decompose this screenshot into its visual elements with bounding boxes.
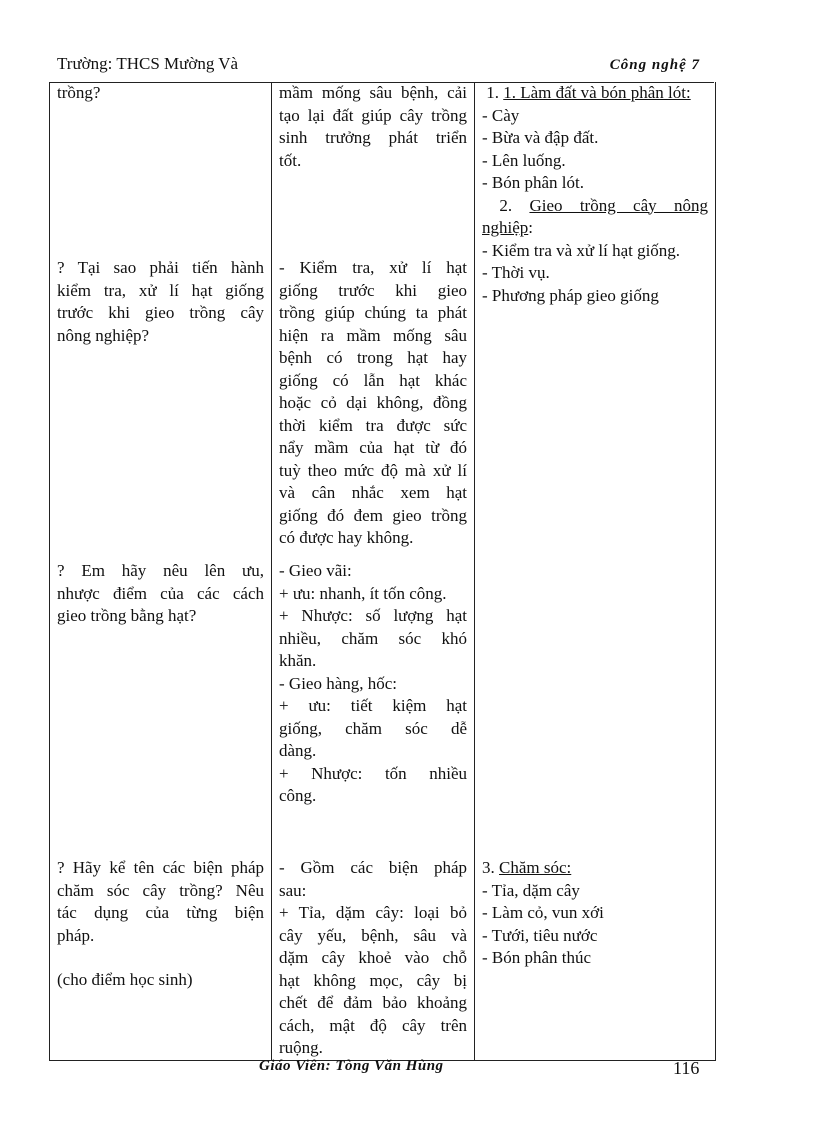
- answer-line: ruộng.: [279, 1038, 323, 1057]
- answer-line: có được hay không.: [279, 528, 414, 547]
- answer-line: giống trước khi gieo: [279, 280, 467, 300]
- table-row: [50, 82, 716, 257]
- section-heading-text: 1. Làm đất và bón phân lót:: [503, 83, 691, 102]
- note-item: - Lên luống.: [482, 150, 566, 170]
- answer-line: và cân nhắc xem hạt: [279, 483, 467, 502]
- question-line: pháp.: [57, 925, 95, 945]
- answer-line: hạt không mọc, cây bị: [279, 970, 467, 990]
- question-cell: [50, 257, 272, 560]
- answer-line: giống, chăm sóc dễ: [279, 718, 467, 738]
- answer-line: khăn.: [279, 651, 317, 670]
- subject-title: Công nghệ 7: [609, 57, 700, 73]
- answer-line: mầm mống sâu bệnh, cải: [279, 83, 467, 102]
- answer-line: hiện ra mầm mống sâu: [279, 325, 467, 345]
- answer-cell: [272, 560, 475, 833]
- section-heading-cont: nghiệp:: [482, 218, 534, 237]
- note-item: - Cày: [482, 105, 520, 125]
- answer-line: nẩy mầm của hạt từ đó: [279, 438, 467, 457]
- answer-line: trồng giúp chúng ta phát: [279, 303, 467, 322]
- answer-line: chết để đảm bảo khoảng: [279, 993, 467, 1012]
- note-item: - Thời vụ.: [482, 263, 550, 282]
- answer-line: tạo lại đất giúp cây trồng: [279, 105, 467, 125]
- question-line: ? Em hãy nêu lên ưu,: [57, 561, 264, 580]
- answer-line: giống đó đem gieo trồng: [279, 505, 467, 525]
- answer-line: nhiều, chăm sóc khó: [279, 628, 467, 648]
- table-row: [50, 833, 716, 1060]
- answer-line: + Nhược: tốn nhiều: [279, 763, 467, 783]
- answer-line: giống có lẫn hạt khác: [279, 370, 467, 390]
- note-item: - Bón phân thúc: [482, 948, 592, 967]
- answer-line: - Kiểm tra, xử lí hạt: [279, 258, 467, 277]
- section-heading: 2. Gieo trồng cây nông: [499, 195, 708, 215]
- answer-cell: [272, 82, 475, 257]
- answer-line: cây yếu, bệnh, sâu và: [279, 925, 467, 945]
- lesson-table: [49, 82, 716, 1061]
- notes-cell: [475, 833, 716, 1060]
- answer-line: - Gieo vãi:: [279, 561, 352, 580]
- note-item: - Bừa và đập đất.: [482, 128, 599, 147]
- note-item: - Phương pháp gieo giống: [482, 285, 659, 305]
- question-line: ? Tại sao phải tiến hành: [57, 258, 264, 277]
- question-line: trước khi gieo trồng cây: [57, 303, 264, 322]
- page-number: 116: [673, 1058, 700, 1078]
- question-cell: [50, 82, 272, 257]
- answer-line: + Tỉa, dặm cây: loại bỏ: [279, 903, 467, 922]
- answer-cell: [272, 257, 475, 560]
- answer-line: hoặc cỏ dại không, đồng: [279, 393, 467, 412]
- answer-cell: [272, 833, 475, 1060]
- note-item: - Tỉa, dặm cây: [482, 880, 580, 900]
- answer-line: dàng.: [279, 741, 317, 760]
- note-item: - Tưới, tiêu nước: [482, 925, 598, 945]
- answer-line: sinh trưởng phát triển: [279, 128, 467, 147]
- section-heading-text: Gieo trồng cây nông: [529, 195, 708, 215]
- question-cell: [50, 560, 272, 833]
- answer-line: - Gồm các biện pháp: [279, 858, 467, 877]
- question-line: gieo trồng bằng hạt?: [57, 606, 197, 625]
- answer-line: sau:: [279, 880, 307, 900]
- answer-line: thời kiểm tra được sức: [279, 415, 467, 435]
- section-heading: 3. Chăm sóc:: [482, 858, 572, 877]
- question-line: ? Hãy kể tên các biện pháp: [57, 858, 264, 877]
- note-item: - Bón phân lót.: [482, 173, 584, 192]
- answer-line: + Nhược: số lượng hạt: [279, 606, 467, 625]
- note-item: - Kiểm tra và xử lí hạt giống.: [482, 240, 681, 260]
- school-name: Trường: THCS Mường Và: [57, 54, 239, 73]
- answer-line: bệnh có trong hạt hay: [279, 348, 467, 367]
- answer-line: tuỳ theo mức độ mà xử lí: [279, 460, 467, 480]
- section-heading: 1. 1. Làm đất và bón phân lót:: [482, 83, 691, 102]
- notes-cell: [475, 82, 716, 833]
- question-line: kiểm tra, xử lí hạt giống: [57, 280, 264, 300]
- answer-line: + ưu: tiết kiệm hạt: [279, 696, 467, 715]
- question-line: nông nghiệp?: [57, 325, 150, 345]
- note-item: - Làm cỏ, vun xới: [482, 903, 604, 922]
- answer-line: tốt.: [279, 150, 302, 170]
- answer-line: - Gieo hàng, hốc:: [279, 673, 398, 693]
- question-cell: [50, 833, 272, 1060]
- question-line: nhược điểm của các cách: [57, 583, 264, 603]
- question-note: (cho điểm học sinh): [57, 970, 193, 989]
- question-line: tác dụng của từng biện: [57, 903, 264, 922]
- question-line: chăm sóc cây trồng? Nêu: [57, 880, 264, 900]
- answer-line: dặm cây khoẻ vào chỗ: [279, 948, 467, 967]
- section-heading-text: Chăm sóc:: [499, 858, 572, 877]
- teacher-name: Giáo Viên: Tòng Văn Hùng: [259, 1058, 444, 1074]
- answer-line: công.: [279, 786, 317, 805]
- answer-line: cách, mật độ cây trên: [279, 1015, 467, 1035]
- answer-line: + ưu: nhanh, ít tốn công.: [279, 583, 447, 603]
- question-line: trồng?: [57, 83, 101, 102]
